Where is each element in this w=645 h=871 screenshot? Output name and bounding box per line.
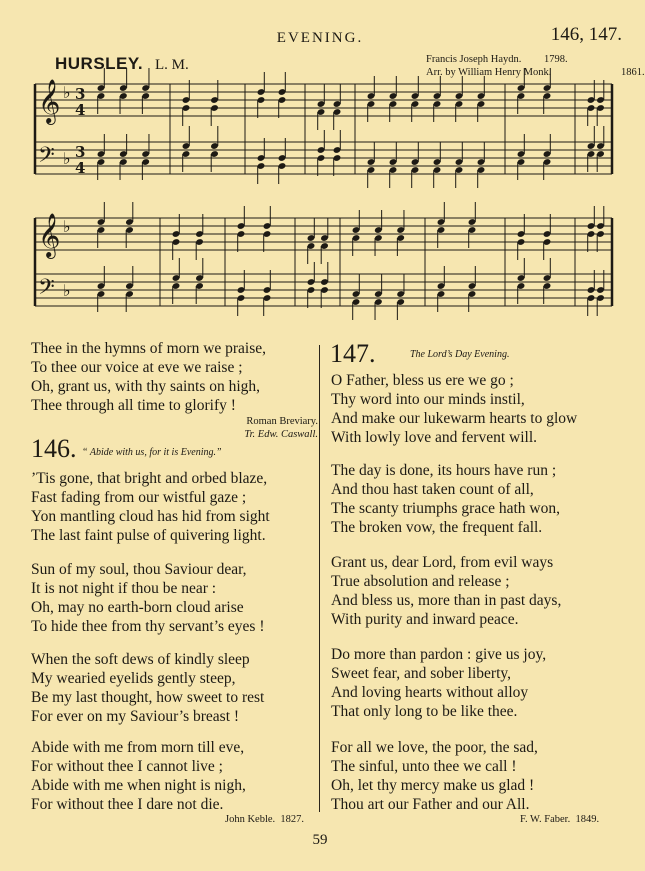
- verse-line: To thee our voice at eve we raise ;: [31, 359, 243, 376]
- verse-line: Thou art our Father and our All.: [331, 796, 530, 813]
- composer-name: Francis Joseph Haydn.: [426, 54, 522, 65]
- verse-line: Oh, may no earth-born cloud arise: [31, 599, 244, 616]
- author-name: John Keble.: [225, 814, 276, 825]
- bass-clef-icon: 𝄢: [38, 275, 55, 305]
- verse-line: Abide with me when night is nigh,: [31, 777, 246, 794]
- column-divider: [319, 345, 320, 812]
- stanza: [31, 560, 265, 636]
- stanza: [31, 738, 246, 814]
- bass-clef-icon: 𝄢: [38, 143, 55, 173]
- verse-line: Oh, let thy mercy make us glad !: [331, 777, 535, 794]
- hymn-146-subtitle: “ Abide with us, for it is Evening.”: [82, 447, 222, 458]
- verse-line: Grant us, dear Lord, from evil ways: [331, 554, 554, 571]
- verse-line: Sun of my soul, thou Saviour dear,: [31, 561, 247, 578]
- verse-line: For all we love, the poor, the sad,: [331, 739, 538, 756]
- page-title: EVENING.: [276, 30, 364, 46]
- hymn-147-subtitle: The Lord’s Day Evening.: [410, 349, 510, 360]
- stanza: [331, 738, 538, 814]
- author-credit-146: [225, 814, 304, 825]
- verse-line: Do more than pardon : give us joy,: [331, 646, 547, 663]
- composer-year: 1798.: [544, 54, 568, 65]
- verse-line: The broken vow, the frequent fall.: [331, 519, 543, 536]
- tune-name: HURSLEY.: [55, 54, 144, 73]
- author-credit-147: [520, 814, 599, 825]
- verse-line: To hide thee from thy servant’s eyes !: [31, 618, 265, 635]
- verse-line: Fast fading from our wistful gaze ;: [31, 489, 247, 506]
- verse-line: And loving hearts without alloy: [331, 684, 529, 701]
- verse-line: My wearied eyelids gently steep,: [31, 670, 236, 687]
- stanza: [31, 469, 270, 545]
- flat-icon: ♭: [63, 217, 71, 236]
- arranger-name: Arr. by William Henry Monk.: [426, 67, 552, 78]
- author-year: 1827.: [280, 814, 305, 825]
- verse-line: The sinful, unto thee we call !: [331, 758, 517, 775]
- author-year: 1849.: [575, 814, 600, 825]
- verse-line: Be my last thought, how sweet to rest: [31, 689, 265, 706]
- translation-credit: [180, 415, 318, 441]
- verse-line: When the soft dews of kindly sleep: [31, 651, 250, 668]
- author-name: F. W. Faber.: [520, 814, 571, 825]
- verse-line: True absolution and release ;: [331, 573, 510, 590]
- music-score: [0, 0, 640, 340]
- verse-line: Thee in the hymns of morn we praise,: [31, 340, 267, 357]
- time-signature: 4: [75, 101, 86, 119]
- flat-icon: ♭: [63, 281, 71, 300]
- hymn-number-146: 146.: [31, 434, 77, 463]
- verse-line: Yon mantling cloud has hid from sight: [31, 508, 270, 525]
- hymn-number-147: 147.: [330, 339, 376, 368]
- verse-line: For without thee I dare not die.: [31, 796, 224, 813]
- verse-line: Thy word into our minds instil,: [331, 391, 525, 408]
- page-number: 59: [312, 832, 328, 848]
- treble-clef-icon: 𝄞: [38, 79, 61, 123]
- time-signature: 3: [75, 85, 86, 103]
- verse-line: Thee through all time to glorify !: [31, 397, 236, 414]
- verse-line: Sweet fear, and sober liberty,: [331, 665, 511, 682]
- verse-line: For ever on my Saviour’s breast !: [31, 708, 240, 725]
- stanza: [31, 650, 264, 726]
- stanza: [331, 553, 561, 629]
- verse-line: And bless us, more than in past days,: [331, 592, 562, 609]
- stanza: [331, 461, 560, 537]
- stanza: [331, 645, 546, 721]
- time-signature: 3: [75, 143, 86, 161]
- time-signature: 4: [75, 159, 86, 177]
- source-credit: Roman Breviary.: [246, 416, 318, 427]
- translator-credit: Tr. Edw. Caswall.: [244, 429, 318, 440]
- verse-line: With purity and inward peace.: [331, 611, 519, 628]
- verse-line: And make our lukewarm hearts to glow: [331, 410, 578, 427]
- verse-line: The scanty triumphs grace hath won,: [331, 500, 560, 517]
- verse-line: For without thee I cannot live ;: [31, 758, 223, 775]
- verse-line: The last faint pulse of quivering light.: [31, 527, 266, 544]
- verse-line: Oh, grant us, with thy saints on high,: [31, 378, 261, 395]
- verse-line: And thou hast taken count of all,: [331, 481, 534, 498]
- verse-line: With lowly love and fervent will.: [331, 429, 537, 446]
- verse-line: That only long to be like thee.: [331, 703, 518, 720]
- verse-line: It is not night if thou be near :: [31, 580, 217, 597]
- flat-icon: ♭: [63, 83, 71, 102]
- flat-icon: ♭: [63, 149, 71, 168]
- verse-line: ’Tis gone, that bright and orbed blaze,: [31, 470, 268, 487]
- treble-clef-icon: 𝄞: [38, 213, 61, 257]
- arranger-year: 1861.: [621, 67, 645, 78]
- verse-line: Abide with me from morn till eve,: [31, 739, 245, 756]
- opening-stanza: [31, 339, 266, 415]
- stanza: [331, 371, 577, 447]
- verse-line: The day is done, its hours have run ;: [331, 462, 557, 479]
- tune-meter: L. M.: [155, 57, 189, 73]
- hymn-numbers-header: 146, 147.: [550, 24, 622, 45]
- verse-line: O Father, bless us ere we go ;: [331, 372, 514, 389]
